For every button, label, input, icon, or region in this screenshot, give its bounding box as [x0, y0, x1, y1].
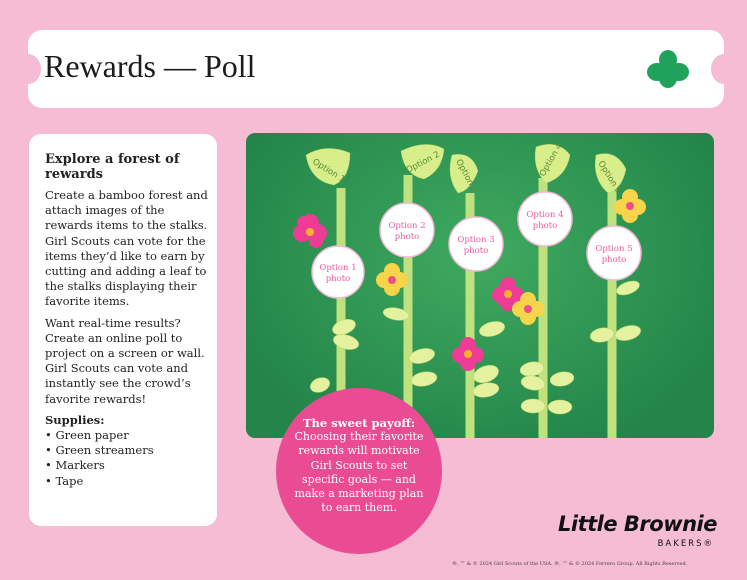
photo-circle-label-3: Option 3 photo — [457, 235, 495, 256]
option-label-2: Option 2 — [404, 149, 442, 176]
info-card-text — [45, 152, 209, 489]
supply-item: • Green streamers — [45, 443, 209, 458]
copyright-notice: ®, ™ & © 2024 Girl Scouts of the USA. ®, ™ & © 2024 Ferrero Group. All Rights Reserved. — [452, 561, 688, 567]
supply-item: • Markers — [45, 458, 209, 473]
card-paragraph-2: Want real-time results? Create an online poll to project on a screen or wall. Girl Scouts can vote and instantly see the crowd’s favorite rewards! — [45, 315, 205, 406]
bamboo-forest-photo — [246, 133, 714, 438]
option-label-5: Option 5 — [595, 159, 624, 196]
option-label-4: Option 4 — [537, 141, 565, 179]
card-paragraph-1: Create a bamboo forest and attach images of the rewards items to the stalks. Girl Scouts can vote for the items they’d like to earn by cutting and adding a leaf to the stalks displaying their favorite items. — [45, 188, 208, 309]
supply-item: • Tape — [45, 474, 209, 489]
page-title: Rewards — Poll — [44, 48, 256, 84]
flower-yellow-3 — [614, 189, 646, 223]
photo-circle-label-4: Option 4 photo — [526, 210, 564, 231]
trefoil-icon — [644, 48, 692, 90]
flower-pink-3 — [452, 337, 484, 371]
supplies-heading: Supplies: — [45, 412, 105, 427]
option-label-1: Option 1 — [310, 157, 347, 185]
card-heading: Explore a forest of rewards — [45, 152, 180, 182]
logo-main-text: Little Brownie — [558, 512, 717, 536]
flower-yellow-1 — [376, 263, 408, 296]
sweet-payoff-badge — [276, 388, 442, 554]
flower-pink-1 — [293, 214, 327, 248]
photo-circle-label-1: Option 1 photo — [319, 263, 357, 284]
photo-circle-label-2: Option 2 photo — [388, 221, 426, 242]
supply-item: • Green paper — [45, 428, 209, 443]
payoff-body: Choosing their favorite rewards will motivate Girl Scouts to set specific goals — and make a marketing plan to earn them. — [294, 430, 424, 515]
supplies-list — [45, 428, 209, 489]
little-brownie-logo — [558, 512, 718, 552]
logo-sub-text: BAKERS® — [657, 539, 714, 549]
option-label-3: Option 3 — [453, 157, 480, 195]
payoff-title: The sweet payoff: — [302, 416, 416, 430]
photo-circle-label-5: Option 5 photo — [595, 244, 633, 265]
